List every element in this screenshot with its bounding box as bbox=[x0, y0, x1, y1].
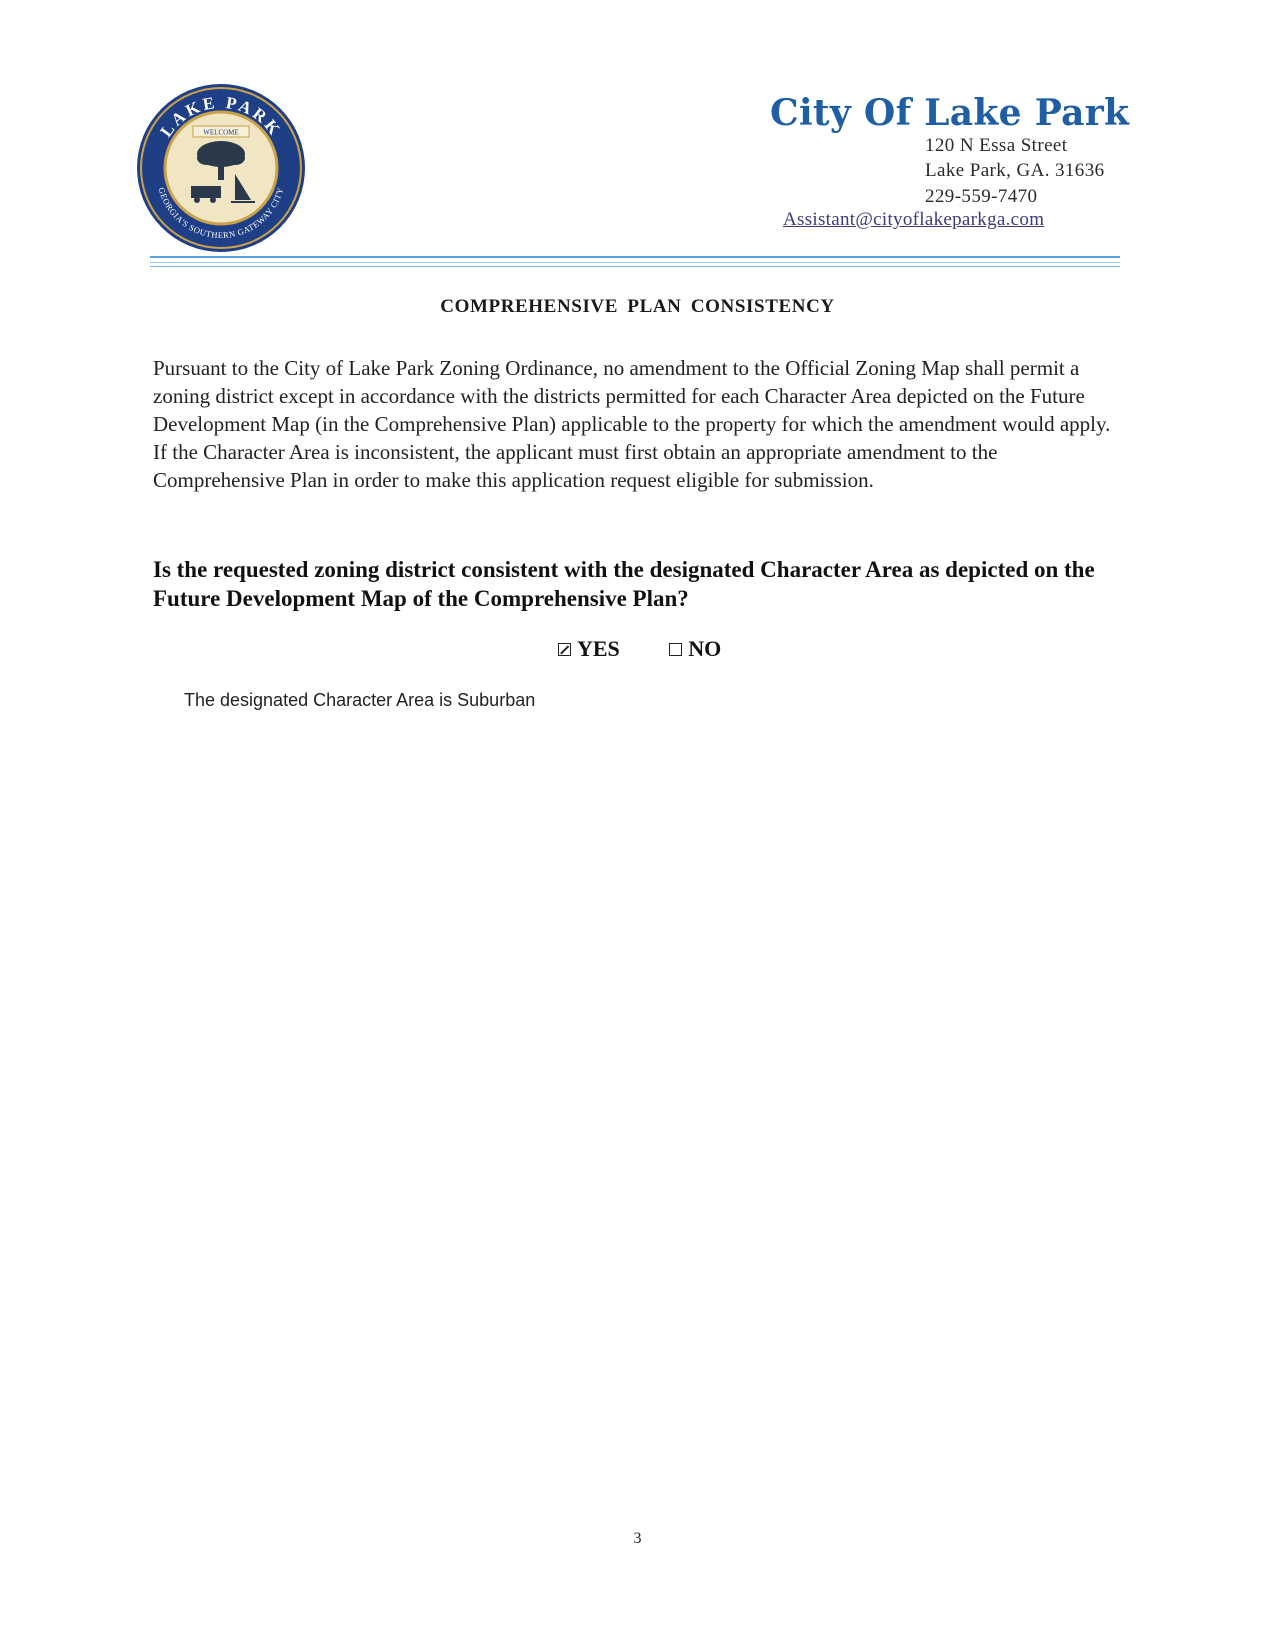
document-title: COMPREHENSIVE PLAN CONSISTENCY bbox=[440, 296, 835, 317]
yes-option[interactable] bbox=[558, 636, 620, 662]
header-divider-thin bbox=[150, 262, 1120, 263]
yes-checkbox-checked[interactable] bbox=[558, 643, 571, 656]
city-name-heading: City Of Lake Park bbox=[770, 92, 1130, 134]
character-area-answer: The designated Character Area is Suburban bbox=[184, 690, 536, 710]
seal-top-text: LAKE PARK bbox=[156, 92, 286, 141]
page-number: 3 bbox=[633, 1530, 642, 1547]
seal-banner-text: WELCOME bbox=[203, 128, 239, 137]
city-seal-logo bbox=[135, 82, 307, 254]
email-link[interactable]: Assistant@cityoflakeparkga.com bbox=[783, 209, 1045, 230]
consistency-question: Is the requested zoning district consistent with the designated Character Area as depicted on the Future Development Map of the Comprehensive Plan? bbox=[153, 557, 1095, 611]
ordinance-paragraph: Pursuant to the City of Lake Park Zoning Ordinance, no amendment to the Official Zoning Map shall permit a zoning district except in accordance with the districts permitted for each Character Area depicted on the Future Development Map (in the Comprehensive Plan) applicable to the property for which the amendment would apply. If the Character Area is inconsistent, the applicant must first obtain an appropriate amendment to the Comprehensive Plan in order to make this application request eligible for submission. bbox=[153, 356, 1111, 492]
header-divider-bottom bbox=[150, 266, 1120, 267]
no-option[interactable] bbox=[669, 636, 721, 662]
phone-number: 229-559-7470 bbox=[925, 186, 1038, 207]
seal-bottom-text: GEORGIA'S SOUTHERN GATEWAY CITY bbox=[156, 186, 286, 241]
yes-label: YES bbox=[577, 635, 620, 661]
no-label: NO bbox=[688, 635, 722, 661]
no-checkbox-unchecked[interactable] bbox=[669, 643, 682, 656]
answer-options bbox=[558, 635, 765, 662]
address-city-state-zip: Lake Park, GA. 31636 bbox=[925, 160, 1105, 181]
address-street: 120 N Essa Street bbox=[925, 135, 1068, 156]
header-divider bbox=[150, 256, 1120, 258]
